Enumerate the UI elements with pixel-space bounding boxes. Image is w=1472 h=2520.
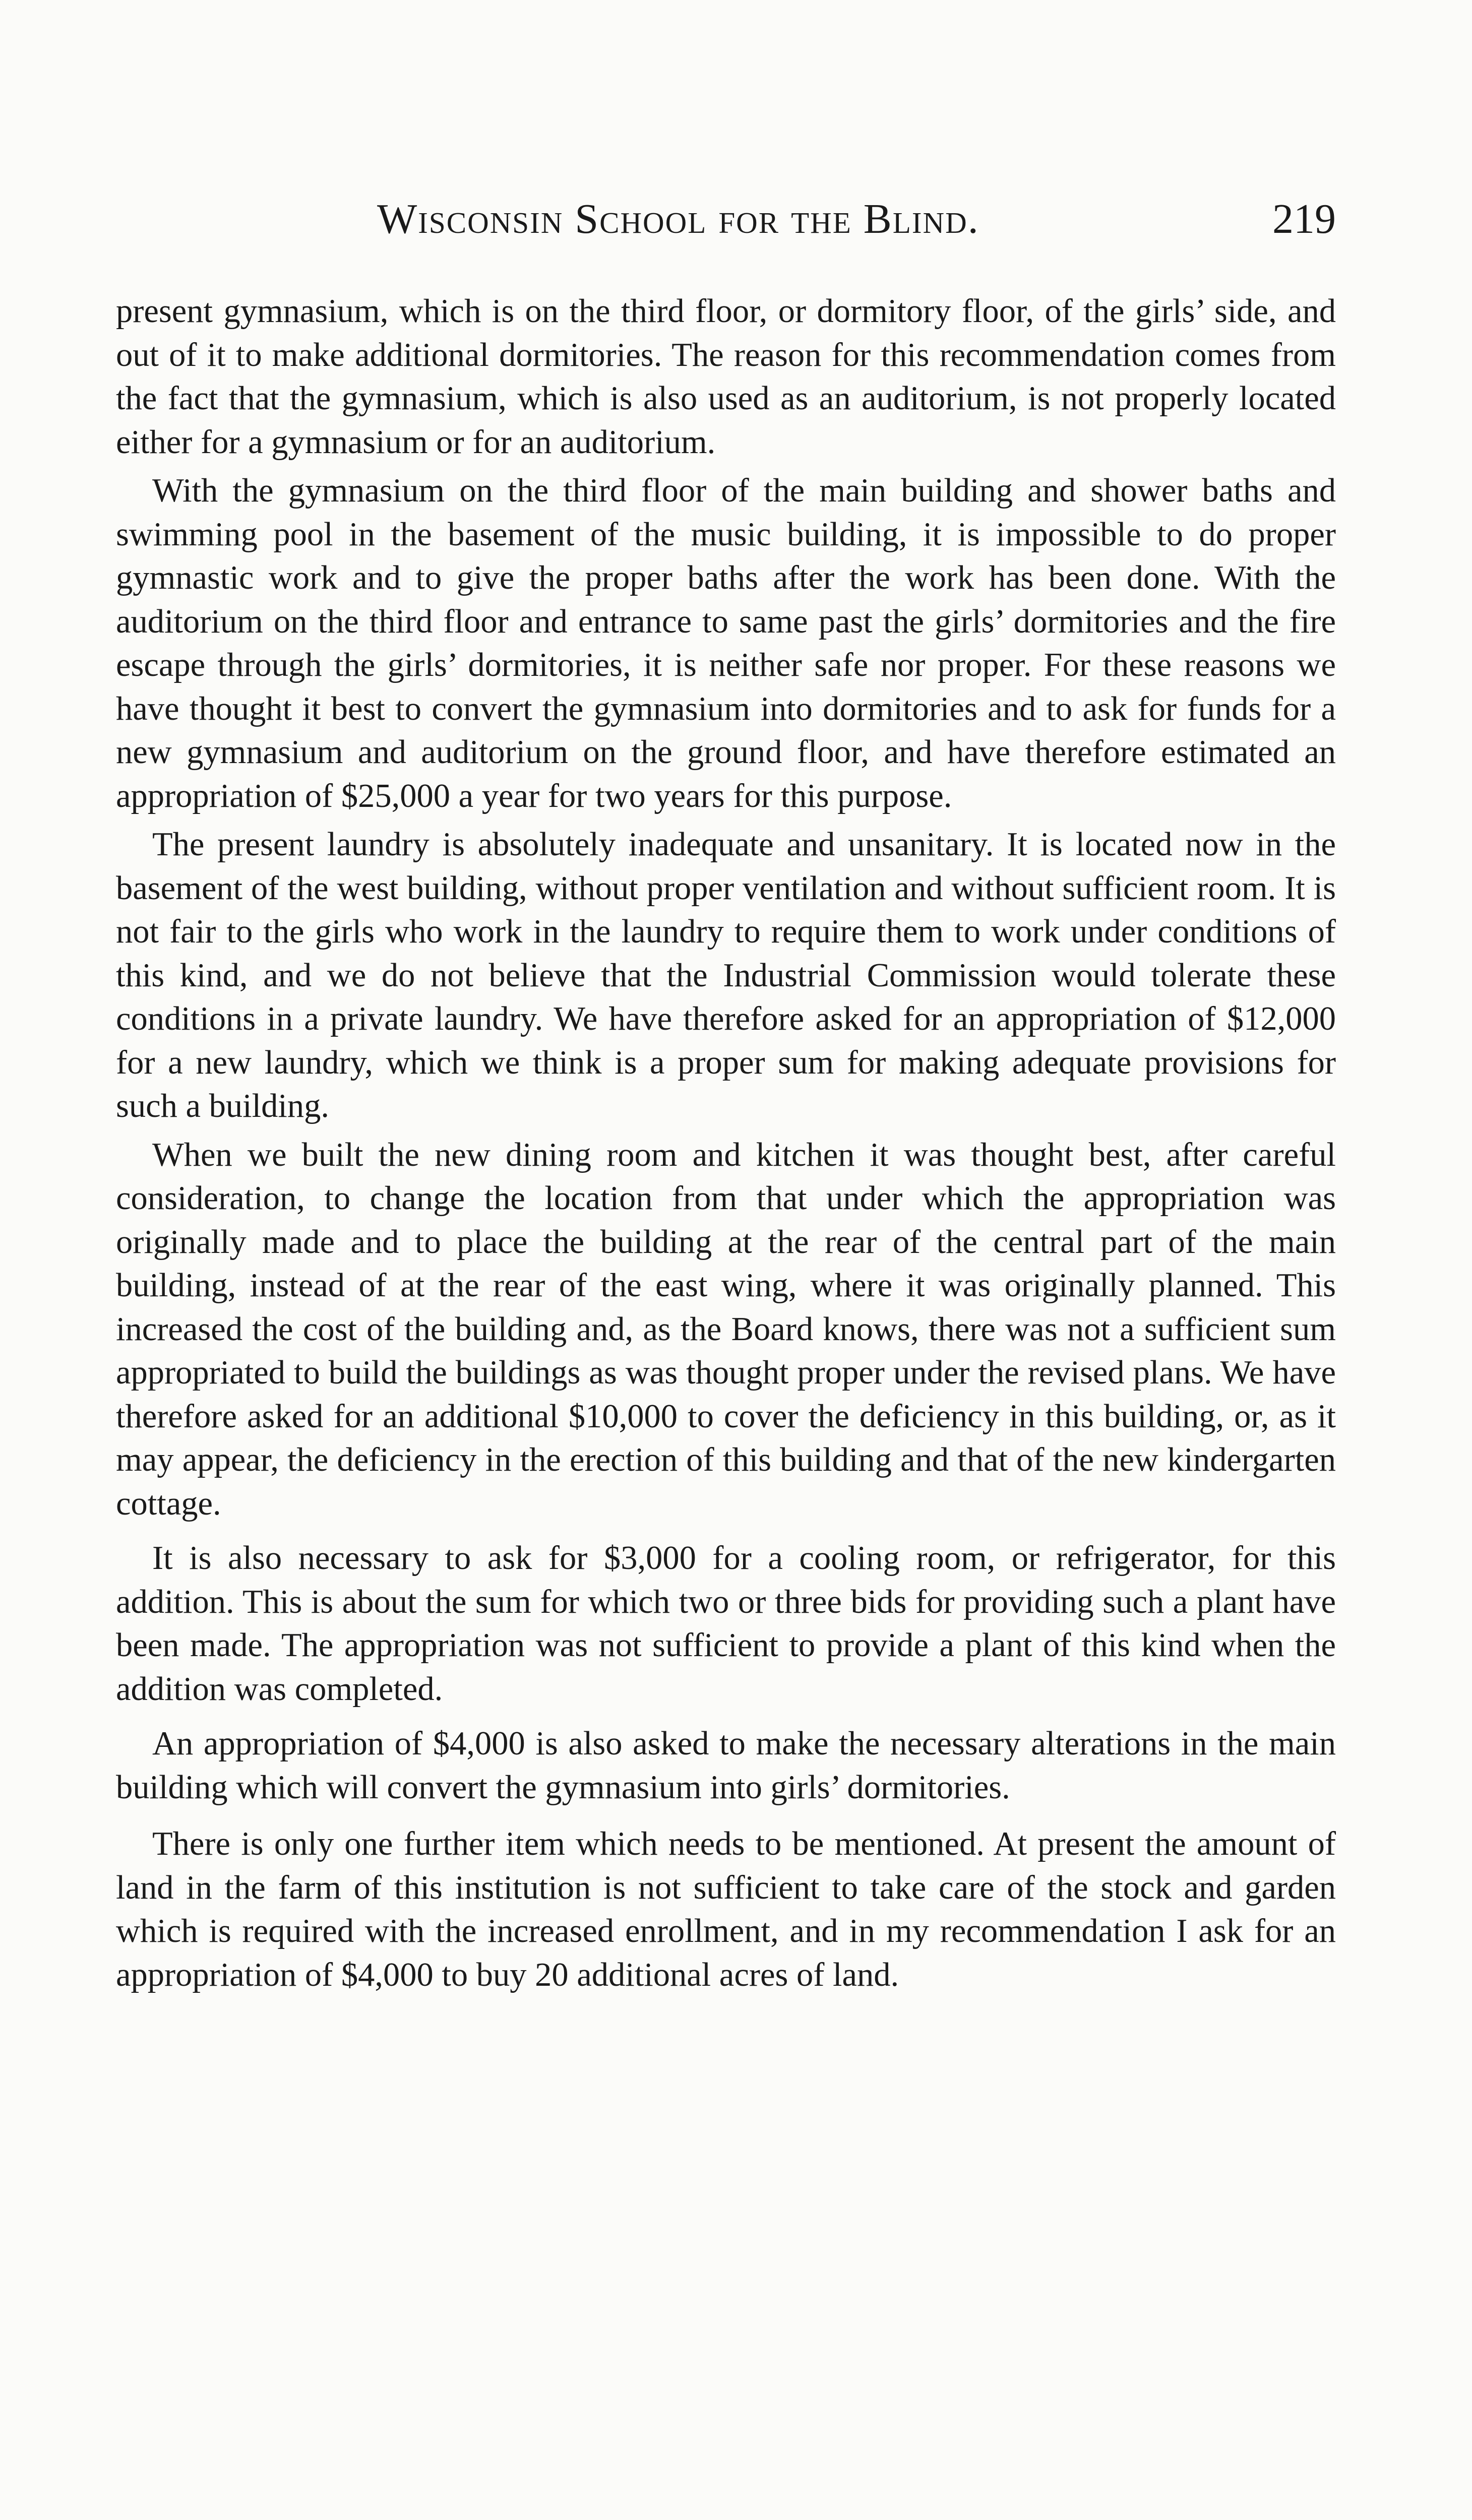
paragraph-farm-land: There is only one further item which needs to be mentioned. At present the amount of land in the farm of this institution is not sufficient to take care of the stock and garden which is required with the increased enrollment, and in my recommendation I ask for an appropriation of $4,000 to buy 20 additional acres of land. (116, 1825, 1336, 1993)
running-head (116, 189, 1336, 249)
paragraph-cooling-room: It is also necessary to ask for $3,000 for a cooling room, or refrigerator, for this addition. This is about the sum for which two or three bids for providing such a plant have been made. The appropriation was not sufficient to provide a plant of this kind when the addition was completed. (116, 1540, 1336, 1708)
paragraph-alterations: An appropriation of $4,000 is also asked to make the necessary alterations in the main building which will convert the gymnasium into girls’ dormitories. (116, 1725, 1336, 1806)
paragraph-laundry: The present laundry is absolutely inadequate and unsanitary. It is located now in the basement of the west building, without proper ventilation and without sufficient room. It is not fair to the girls who work in the laundry to require them to work under conditions of this kind, and we do not believe that the Industrial Commission would tolerate these conditions in a private laundry. We have therefore asked for an appropriation of $12,000 for a new laundry, which we think is a proper sum for making adequate provisions for such a building. (116, 826, 1336, 1124)
body-text (116, 290, 1336, 2002)
paragraph-dining-room: When we built the new dining room and kitchen it was thought best, after careful consideration, to change the location from that under which the appropriation was originally made and to place the building at the rear of the central part of the main building, instead of at the rear of the east wing, where it was originally planned. This increased the cost of the building and, as the Board knows, there was not a sufficient sum appropriated to build the buildings as was thought proper under the revised plans. We have therefore asked for an additional $10,000 to cover the deficiency in this building, or, as it may appear, the deficiency in the erection of this building and that of the new kindergarten cottage. (116, 1136, 1336, 1522)
paragraph-gymnasium-continued: present gymnasium, which is on the third floor, or dormitory floor, of the girls’ side, and out of it to make additional dormitories. The reason for this recommendation comes from the fact that the gymnasium, which is also used as an auditorium, is not properly located either for a gymnasium or for an auditorium. (116, 293, 1336, 461)
running-title: Wisconsin School for the Blind. (377, 196, 979, 242)
paragraph-gymnasium-auditorium: With the gymnasium on the third floor of the main building and shower baths and swimming pool in the basement of the music building, it is impossible to do proper gymnastic work and to give the proper baths after the work has been done. With the auditorium on the third floor and entrance to same past the girls’ dormitories and the fire escape through the girls’ dormitories, it is neither safe nor proper. For these reasons we have thought it best to convert the gymnasium into dormitories and to ask for funds for a new gymnasium and auditorium on the ground floor, and have therefore estimated an appropriation of $25,000 a year for two years for this purpose. (116, 472, 1336, 814)
page-number: 219 (1272, 196, 1336, 242)
